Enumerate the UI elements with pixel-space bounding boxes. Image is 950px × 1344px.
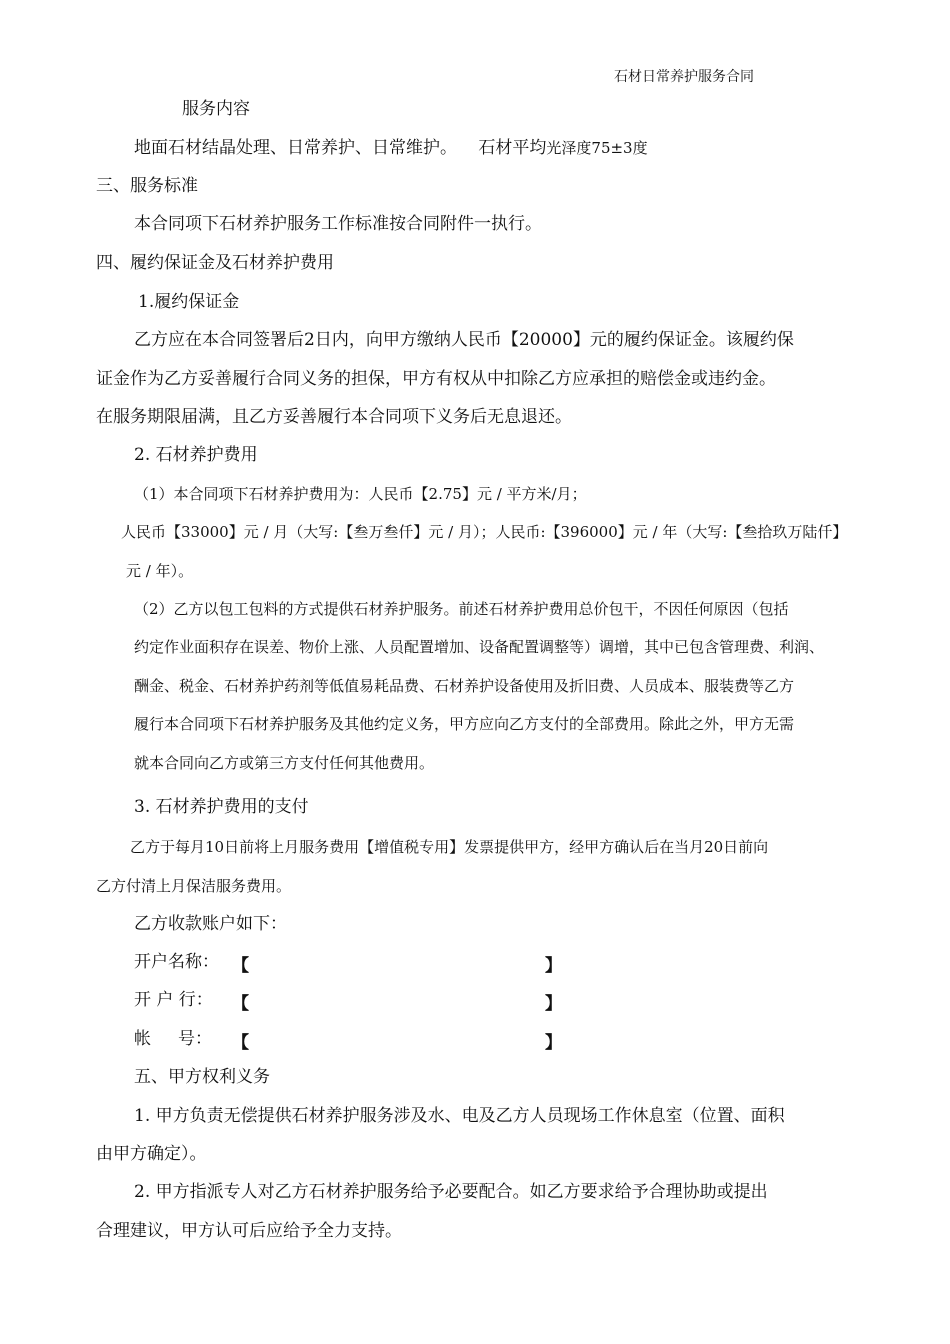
section-3-title: 三、服务标准 bbox=[96, 176, 198, 196]
section-4-3-title: 3. 石材养护费用的支付 bbox=[134, 797, 309, 817]
service-items bbox=[134, 137, 648, 159]
section-4-3-line-1: 乙方于每月10日前将上月服务费用【增值税专用】发票提供甲方，经甲方确认后在当月20日前向 bbox=[130, 838, 769, 856]
account-name-bracket-close: 】 bbox=[545, 956, 562, 976]
section-4-2-title: 2. 石材养护费用 bbox=[134, 445, 258, 465]
section-4-3-line-2: 乙方付清上月保洁服务费用。 bbox=[96, 877, 292, 895]
section-4-title: 四、履约保证金及石材养护费用 bbox=[96, 253, 334, 273]
service-items-text: 地面石材结晶处理、日常养护、日常维护。 bbox=[134, 138, 457, 158]
account-number-bracket-close: 】 bbox=[545, 1033, 562, 1053]
section-4-2-item-2-line-2: 约定作业面积存在误差、物价上涨、人员配置增加、设备配置调整等）调增，其中已包含管理费、利润、 bbox=[134, 638, 825, 656]
account-number-bracket-open: 【 bbox=[232, 1033, 249, 1053]
section-4-2-item-2-line-3: 酬金、税金、石材养护药剂等低值易耗品费、石材养护设备使用及折旧费、人员成本、服装费等乙方 bbox=[134, 677, 795, 695]
account-bank-bracket-open: 【 bbox=[232, 994, 249, 1014]
account-name-label: 开户名称： bbox=[134, 952, 219, 972]
section-4-2-item-1c: 元 / 年）。 bbox=[126, 562, 194, 580]
section-5-2-line-2: 合理建议，甲方认可后应给予全力支持。 bbox=[96, 1221, 402, 1241]
account-bank-label: 开 户 行： bbox=[134, 990, 213, 1010]
section-4-1-title: 1.履约保证金 bbox=[138, 292, 240, 312]
section-4-1-line-3: 在服务期限届满，且乙方妥善履行本合同项下义务后无息退还。 bbox=[96, 407, 572, 427]
account-number-label: 帐 号： bbox=[134, 1029, 213, 1049]
section-5-1-line-1: 1. 甲方负责无偿提供石材养护服务涉及水、电及乙方人员现场工作休息室（位置、面积 bbox=[134, 1106, 785, 1126]
section-4-2-item-1b: 人民币【33000】元 / 月（大写:【叁万叁仟】元 / 月）；人民币:【396000】元 / 年（大写:【叁拾玖万陆仟】 bbox=[121, 523, 848, 541]
account-intro: 乙方收款账户如下： bbox=[134, 914, 287, 934]
section-4-2-item-2-line-5: 就本合同向乙方或第三方支付任何其他费用。 bbox=[134, 754, 435, 772]
service-heading: 服务内容 bbox=[182, 99, 250, 119]
section-5-title: 五、甲方权利义务 bbox=[134, 1067, 270, 1087]
section-3-body: 本合同项下石材养护服务工作标准按合同附件一执行。 bbox=[134, 214, 542, 234]
service-gloss-a: 石材平均 bbox=[478, 138, 547, 158]
section-5-1-line-2: 由甲方确定）。 bbox=[96, 1144, 207, 1164]
section-4-2-item-2-line-1: （2）乙方以包工包料的方式提供石材养护服务。前述石材养护费用总价包干，不因任何原因（包括 bbox=[134, 600, 789, 618]
account-name-bracket-open: 【 bbox=[232, 956, 249, 976]
section-4-2-item-1: （1）本合同项下石材养护费用为：人民币【2.75】元 / 平方米/月； bbox=[134, 485, 587, 503]
section-4-1-line-1: 乙方应在本合同签署后2日内，向甲方缴纳人民币【20000】元的履约保证金。该履约保 bbox=[134, 330, 794, 350]
section-4-2-item-2-line-4: 履行本合同项下石材养护服务及其他约定义务，甲方应向乙方支付的全部费用。除此之外，甲方无需 bbox=[134, 715, 795, 733]
service-gloss-b: 光泽度75±3度 bbox=[546, 139, 648, 157]
section-5-2-line-1: 2. 甲方指派专人对乙方石材养护服务给予必要配合。如乙方要求给予合理协助或提出 bbox=[134, 1182, 768, 1202]
account-bank-bracket-close: 】 bbox=[545, 994, 562, 1014]
running-header: 石材日常养护服务合同 bbox=[614, 69, 754, 85]
section-4-1-line-2: 证金作为乙方妥善履行合同义务的担保，甲方有权从中扣除乙方应承担的赔偿金或违约金。 bbox=[96, 369, 776, 389]
